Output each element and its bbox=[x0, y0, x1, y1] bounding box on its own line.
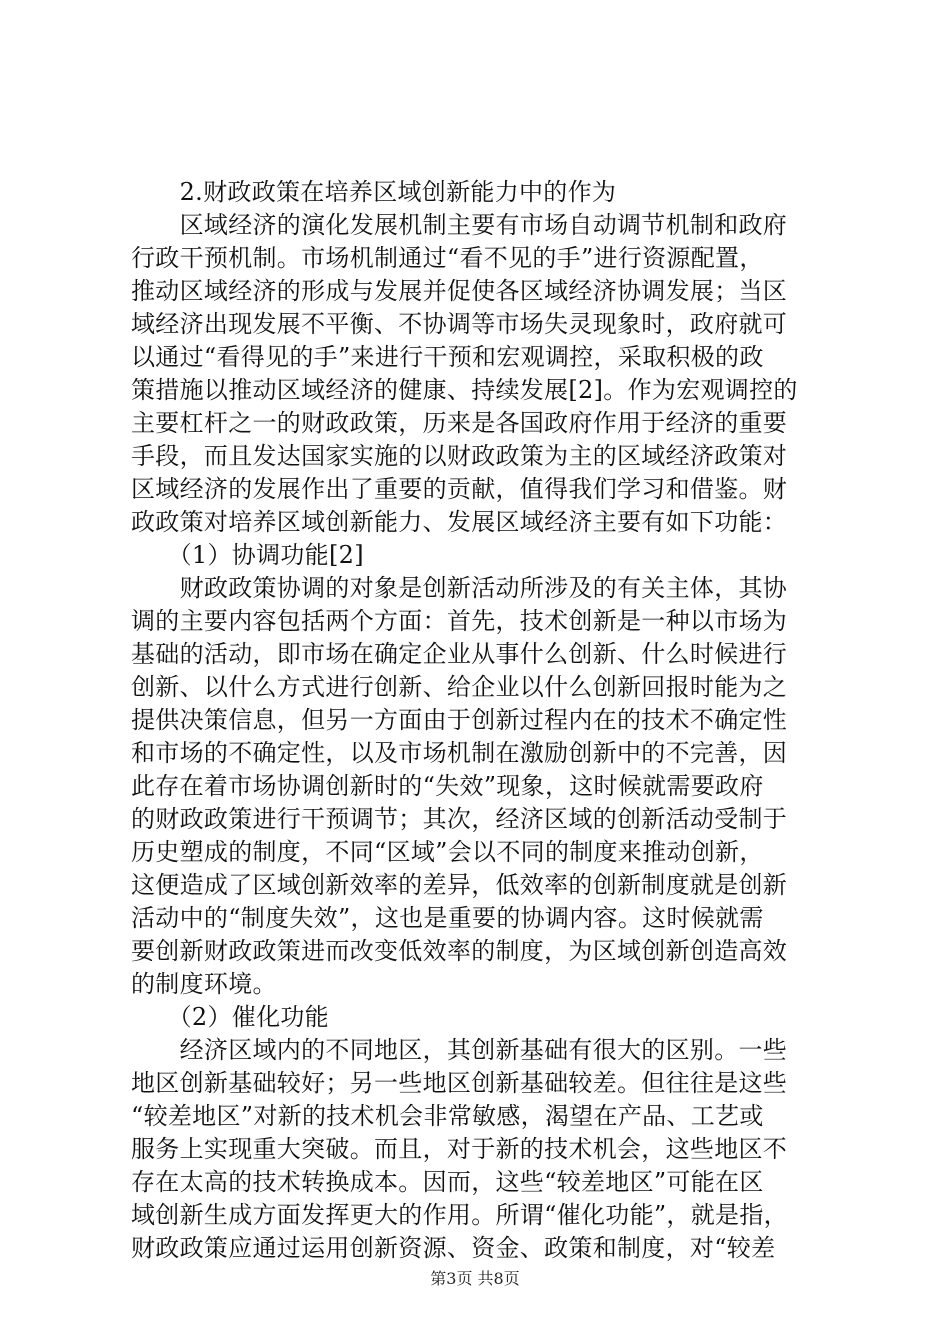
text-line: 经济区域内的不同地区，其创新基础有很大的区别。一些 bbox=[131, 1036, 788, 1064]
text-line: 区域经济的演化发展机制主要有市场自动调节机制和政府 bbox=[131, 211, 788, 239]
text-line: 基础的活动，即市场在确定企业从事什么创新、什么时候进行 bbox=[131, 640, 788, 668]
text-line: 政政策对培养区域创新能力、发展区域经济主要有如下功能： bbox=[131, 508, 788, 536]
text-line: 这便造成了区域创新效率的差异，低效率的创新制度就是创新 bbox=[131, 871, 788, 899]
text-line: 服务上实现重大突破。而且，对于新的技术机会，这些地区不 bbox=[131, 1135, 788, 1163]
text-line: 主要杠杆之一的财政政策，历来是各国政府作用于经济的重要 bbox=[131, 409, 788, 437]
text-line: 历史塑成的制度，不同“区域”会以不同的制度来推动创新， bbox=[131, 838, 764, 866]
text-line: 以通过“看得见的手”来进行干预和宏观调控，采取积极的政 bbox=[131, 343, 764, 371]
text-line: 域经济出现发展不平衡、不协调等市场失灵现象时，政府就可 bbox=[131, 310, 788, 338]
text-line: 调的主要内容包括两个方面：首先，技术创新是一种以市场为 bbox=[131, 607, 788, 635]
text-line: 域创新生成方面发挥更大的作用。所谓“催化功能”，就是指， bbox=[131, 1201, 788, 1229]
text-line: 财政政策应通过运用创新资源、资金、政策和制度，对“较差 bbox=[131, 1234, 776, 1262]
text-line: 此存在着市场协调创新时的“失效”现象，这时候就需要政府 bbox=[131, 772, 764, 800]
text-line: 财政政策协调的对象是创新活动所涉及的有关主体，其协 bbox=[131, 574, 788, 602]
text-line: 活动中的“制度失效”，这也是重要的协调内容。这时候就需 bbox=[131, 904, 764, 932]
text-line: 行政干预机制。市场机制通过“看不见的手”进行资源配置， bbox=[131, 244, 764, 272]
text-line: 策措施以推动区域经济的健康、持续发展[2]。作为宏观调控的 bbox=[131, 376, 798, 404]
text-line: 要创新财政政策进而改变低效率的制度，为区域创新创造高效 bbox=[131, 937, 788, 965]
text-line: （1）协调功能[2] bbox=[131, 541, 364, 569]
text-line: 的财政政策进行干预调节；其次，经济区域的创新活动受制于 bbox=[131, 805, 788, 833]
text-line: 提供决策信息，但另一方面由于创新过程内在的技术不确定性 bbox=[131, 706, 788, 734]
text-line: 地区创新基础较好；另一些地区创新基础较差。但往往是这些 bbox=[131, 1069, 788, 1097]
text-line: 和市场的不确定性，以及市场机制在激励创新中的不完善，因 bbox=[131, 739, 788, 767]
text-line: 手段，而且发达国家实施的以财政政策为主的区域经济政策对 bbox=[131, 442, 788, 470]
text-line: 区域经济的发展作出了重要的贡献，值得我们学习和借鉴。财 bbox=[131, 475, 788, 503]
text-line: 创新、以什么方式进行创新、给企业以什么创新回报时能为之 bbox=[131, 673, 788, 701]
text-line: 推动区域经济的形成与发展并促使各区域经济协调发展；当区 bbox=[131, 277, 788, 305]
text-line: 的制度环境。 bbox=[131, 970, 277, 998]
text-line: 存在太高的技术转换成本。因而，这些“较差地区”可能在区 bbox=[131, 1168, 764, 1196]
text-line: 2.财政政策在培养区域创新能力中的作为 bbox=[131, 178, 617, 206]
page-footer: 第3页 共8页 bbox=[430, 1269, 520, 1288]
text-line: “较差地区”对新的技术机会非常敏感，渴望在产品、工艺或 bbox=[131, 1102, 764, 1130]
text-line: （2）催化功能 bbox=[131, 1003, 329, 1031]
